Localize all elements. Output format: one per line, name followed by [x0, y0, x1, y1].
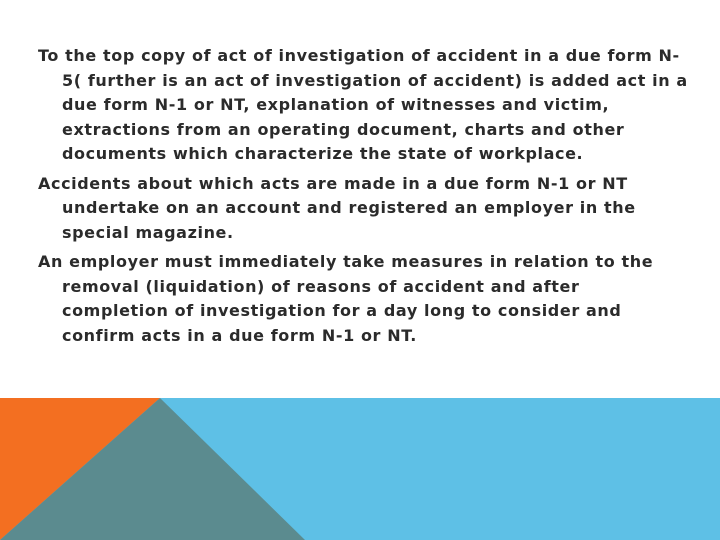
paragraph-2: Accidents about which acts are made in a due form N-1 or NT undertake on an account and registered an employer in the special magazine. — [38, 173, 636, 242]
paragraph-3: An employer must immediately take measures in relation to the removal (liquidation) of reasons of accident and after completion of investigation for a day long to consider and confirm acts in a due form N-1 or NT. — [38, 252, 654, 345]
decorative-footer-shapes — [0, 398, 720, 540]
paragraph-1: To the top copy of act of investigation of accident in a due form N-5( further is an act of investigation of accident) is added act in a due form N-1 or NT, explanation of witnesses and victim, extractions from an operating document, charts and other documents which characterize the state of workplace. — [38, 46, 688, 163]
slide-body — [38, 44, 688, 353]
decorative-footer-band — [0, 398, 720, 540]
